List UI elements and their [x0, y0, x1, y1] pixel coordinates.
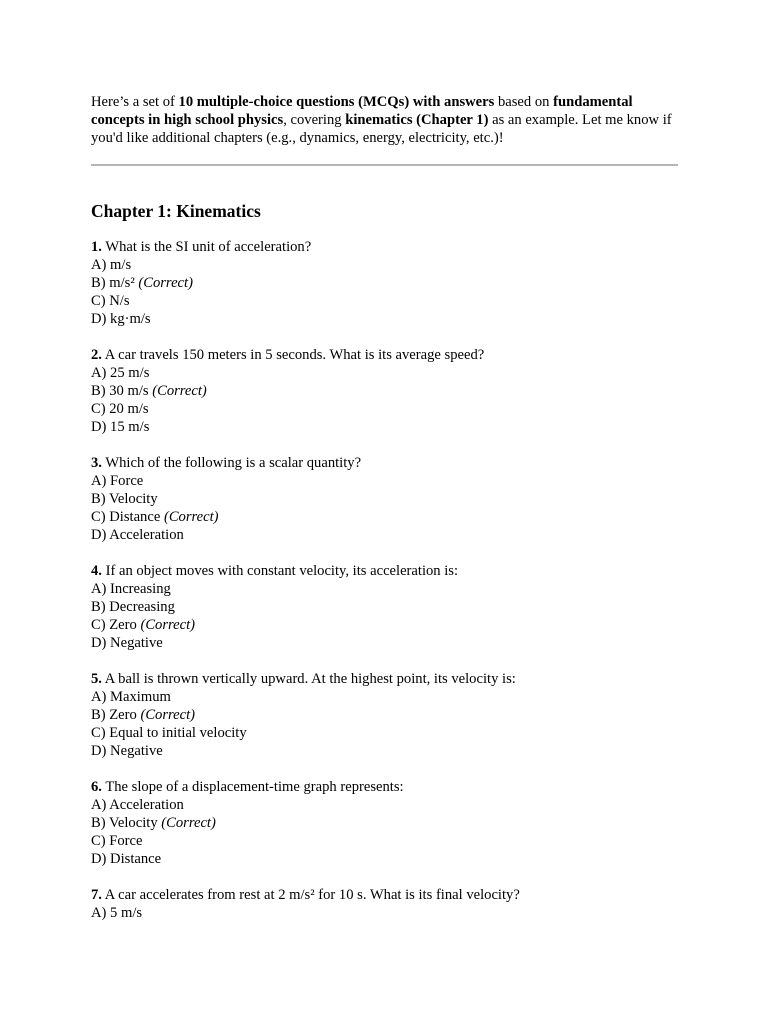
answer-option [91, 472, 681, 490]
answer-option [91, 256, 681, 274]
answer-option-text: B) m/s² [91, 275, 139, 291]
question-text: The slope of a displacement-time graph represents: [101, 779, 404, 795]
answer-option-text: D) 15 m/s [91, 419, 150, 435]
question-text: A car travels 150 meters in 5 seconds. What is its average speed? [101, 347, 485, 363]
answer-option-text: A) Maximum [91, 689, 171, 705]
answer-option-text: D) Negative [91, 635, 163, 651]
answer-option-text: A) 5 m/s [91, 905, 143, 921]
correct-answer-marker: (Correct) [152, 383, 207, 399]
answer-option-text: C) Equal to initial velocity [91, 725, 247, 741]
question-stem [91, 778, 681, 796]
answer-option [91, 490, 681, 508]
question-text: Which of the following is a scalar quantity? [101, 455, 362, 471]
answer-option-text: B) Zero [91, 707, 141, 723]
question-stem [91, 346, 681, 364]
correct-answer-marker: (Correct) [163, 509, 219, 525]
question-stem [91, 670, 681, 688]
answer-option [91, 814, 681, 832]
answer-option-text: D) Negative [91, 743, 163, 759]
horizontal-divider [91, 164, 678, 166]
intro-text-1: Here’s a set of [91, 94, 179, 110]
question-stem [91, 454, 681, 472]
question-number: 1. [91, 239, 102, 255]
answer-option-text: D) Distance [91, 851, 162, 867]
question-item [91, 778, 681, 868]
question-list [91, 238, 681, 940]
answer-option [91, 508, 681, 526]
intro-text-2: based on [494, 94, 554, 110]
question-item [91, 454, 681, 544]
answer-option [91, 796, 681, 814]
answer-option [91, 400, 681, 418]
answer-option-text: C) 20 m/s [91, 401, 149, 417]
answer-option [91, 742, 681, 760]
question-item [91, 238, 681, 328]
answer-option-text: A) Force [91, 473, 144, 489]
question-item [91, 886, 681, 922]
answer-option [91, 580, 681, 598]
chapter-heading: Chapter 1: Kinematics [91, 201, 261, 221]
intro-text-3: , covering [283, 112, 346, 128]
answer-option-text: D) Acceleration [91, 527, 184, 543]
answer-option-text: B) 30 m/s [91, 383, 153, 399]
question-number: 6. [91, 779, 102, 795]
answer-option [91, 904, 681, 922]
answer-option [91, 292, 681, 310]
question-item [91, 562, 681, 652]
question-text: A ball is thrown vertically upward. At the highest point, its velocity is: [101, 671, 516, 687]
answer-option-text: A) m/s [91, 257, 132, 273]
answer-option-text: A) Acceleration [91, 797, 184, 813]
question-item [91, 670, 681, 760]
question-stem [91, 886, 681, 904]
question-text: A car accelerates from rest at 2 m/s² for 10 s. What is its final velocity? [101, 887, 520, 903]
answer-option-text: C) Distance [91, 509, 164, 525]
answer-option [91, 724, 681, 742]
question-number: 3. [91, 455, 102, 471]
question-number: 5. [91, 671, 102, 687]
answer-option-text: B) Velocity [91, 491, 158, 507]
question-number: 2. [91, 347, 102, 363]
answer-option [91, 364, 681, 382]
answer-option [91, 526, 681, 544]
question-stem [91, 562, 681, 580]
correct-answer-marker: (Correct) [138, 275, 193, 291]
question-text: What is the SI unit of acceleration? [101, 239, 312, 255]
correct-answer-marker: (Correct) [140, 617, 196, 633]
answer-option [91, 598, 681, 616]
answer-option [91, 616, 681, 634]
correct-answer-marker: (Correct) [161, 815, 216, 831]
answer-option-text: A) Increasing [91, 581, 171, 597]
answer-option-text: B) Decreasing [91, 599, 175, 615]
answer-option [91, 634, 681, 652]
answer-option-text: D) kg·m/s [91, 311, 151, 327]
intro-paragraph [91, 93, 681, 147]
answer-option [91, 688, 681, 706]
answer-option-text: C) Force [91, 833, 143, 849]
answer-option-text: C) Zero [91, 617, 141, 633]
answer-option-text: A) 25 m/s [91, 365, 150, 381]
answer-option [91, 850, 681, 868]
answer-option [91, 310, 681, 328]
intro-bold-1: 10 multiple-choice questions (MCQs) with answers [178, 94, 495, 110]
correct-answer-marker: (Correct) [140, 707, 196, 723]
question-number: 7. [91, 887, 102, 903]
question-stem [91, 238, 681, 256]
question-item [91, 346, 681, 436]
answer-option-text: B) Velocity [91, 815, 162, 831]
answer-option [91, 418, 681, 436]
answer-option [91, 706, 681, 724]
intro-text-4: as an example. Let me know if you'd like additional chapters (e.g., dynamics, energy, electricity, etc.)! [91, 112, 672, 146]
answer-option [91, 274, 681, 292]
answer-option [91, 832, 681, 850]
question-number: 4. [91, 563, 102, 579]
question-text: If an object moves with constant velocity, its acceleration is: [101, 563, 459, 579]
intro-bold-2: fundamental concepts in high school physics [91, 94, 633, 128]
answer-option-text: C) N/s [91, 293, 130, 309]
answer-option [91, 382, 681, 400]
intro-bold-3: kinematics (Chapter 1) [345, 112, 489, 128]
